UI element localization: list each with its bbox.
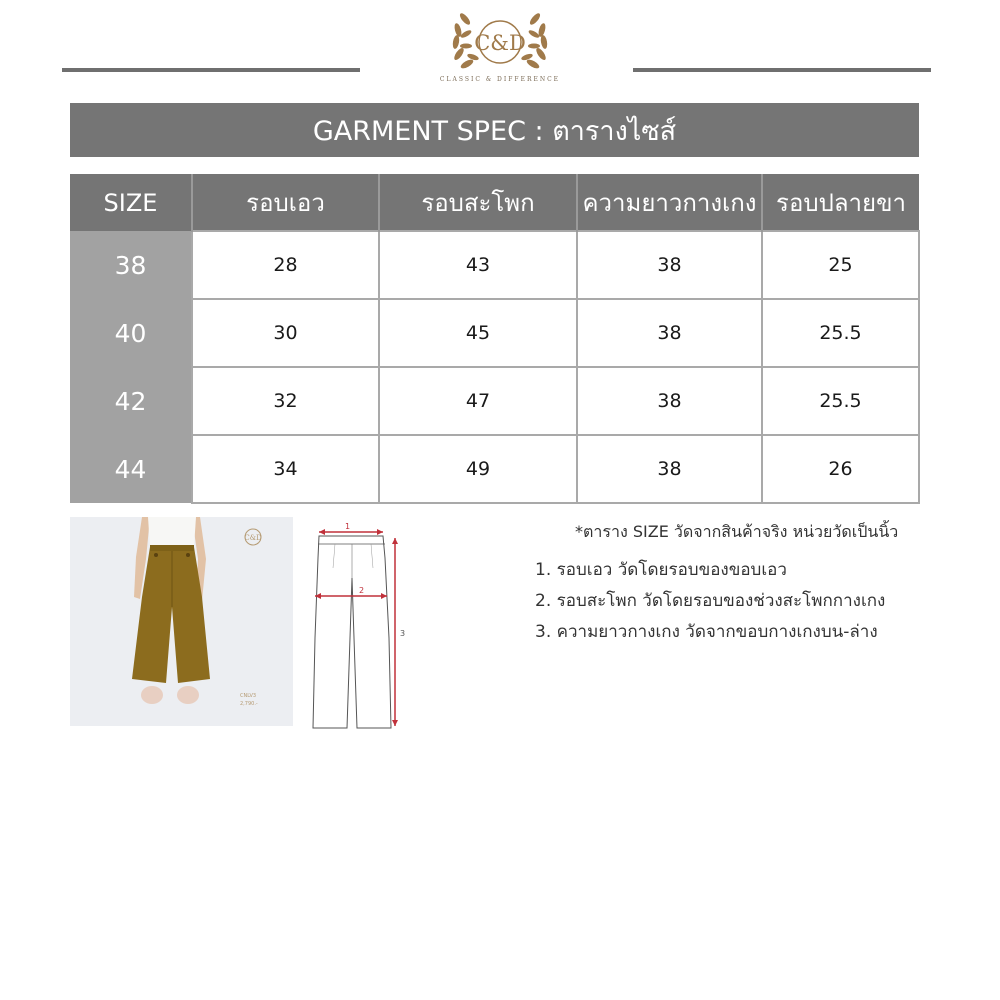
brand-logo-icon — [445, 4, 555, 84]
table-cell: 47 — [379, 367, 577, 435]
header-rule-right — [633, 68, 931, 72]
marker-2: 2 — [359, 586, 365, 595]
header-leg-opening: รอบปลายขา — [762, 174, 919, 231]
table-row — [70, 231, 919, 299]
table-cell: 38 — [577, 435, 762, 503]
photo-logo: C&D — [244, 534, 262, 542]
marker-3: 3 — [400, 629, 406, 638]
size-spec-table — [70, 174, 920, 504]
product-photo — [70, 517, 293, 726]
header-size: SIZE — [70, 174, 192, 231]
header-rule-left — [62, 68, 360, 72]
size-cell: 42 — [70, 367, 192, 435]
table-row — [70, 299, 919, 367]
measurement-note: *ตาราง SIZE วัดจากสินค้าจริง หน่วยวัดเป็นนิ้ว — [575, 522, 899, 541]
photo-tag-line2: 2,790.- — [240, 701, 258, 707]
pants-measurement-diagram — [305, 518, 410, 732]
table-cell: 45 — [379, 299, 577, 367]
table-cell: 38 — [577, 367, 762, 435]
size-cell: 44 — [70, 435, 192, 503]
brand-tagline: CLASSIC & DIFFERENCE — [439, 76, 561, 83]
list-item: 2. รอบสะโพก วัดโดยรอบของช่วงสะโพกกางเกง — [535, 591, 886, 611]
list-item: 3. ความยาวกางเกง วัดจากขอบกางเกงบน-ล่าง — [535, 622, 878, 642]
table-header-row — [70, 174, 919, 231]
photo-tag-line1: CNLV3 — [240, 693, 257, 699]
table-cell: 25.5 — [762, 299, 919, 367]
table-cell: 25 — [762, 231, 919, 299]
table-row — [70, 435, 919, 503]
brand-monogram: C&D — [474, 31, 526, 55]
table-cell: 38 — [577, 231, 762, 299]
size-cell: 40 — [70, 299, 192, 367]
measurement-list — [535, 555, 885, 648]
header-waist: รอบเอว — [192, 174, 379, 231]
table-cell: 43 — [379, 231, 577, 299]
table-cell: 32 — [192, 367, 379, 435]
table-cell: 30 — [192, 299, 379, 367]
table-row — [70, 367, 919, 435]
marker-1: 1 — [345, 522, 351, 531]
table-cell: 38 — [577, 299, 762, 367]
table-cell: 26 — [762, 435, 919, 503]
table-cell: 49 — [379, 435, 577, 503]
header-length: ความยาวกางเกง — [577, 174, 762, 231]
table-cell: 34 — [192, 435, 379, 503]
header-hip: รอบสะโพก — [379, 174, 577, 231]
table-cell: 28 — [192, 231, 379, 299]
model-illustration — [70, 517, 293, 726]
size-cell: 38 — [70, 231, 192, 299]
table-cell: 25.5 — [762, 367, 919, 435]
list-item: 1. รอบเอว วัดโดยรอบของขอบเอว — [535, 560, 787, 580]
page-title: GARMENT SPEC : ตารางไซส์ — [70, 103, 919, 157]
